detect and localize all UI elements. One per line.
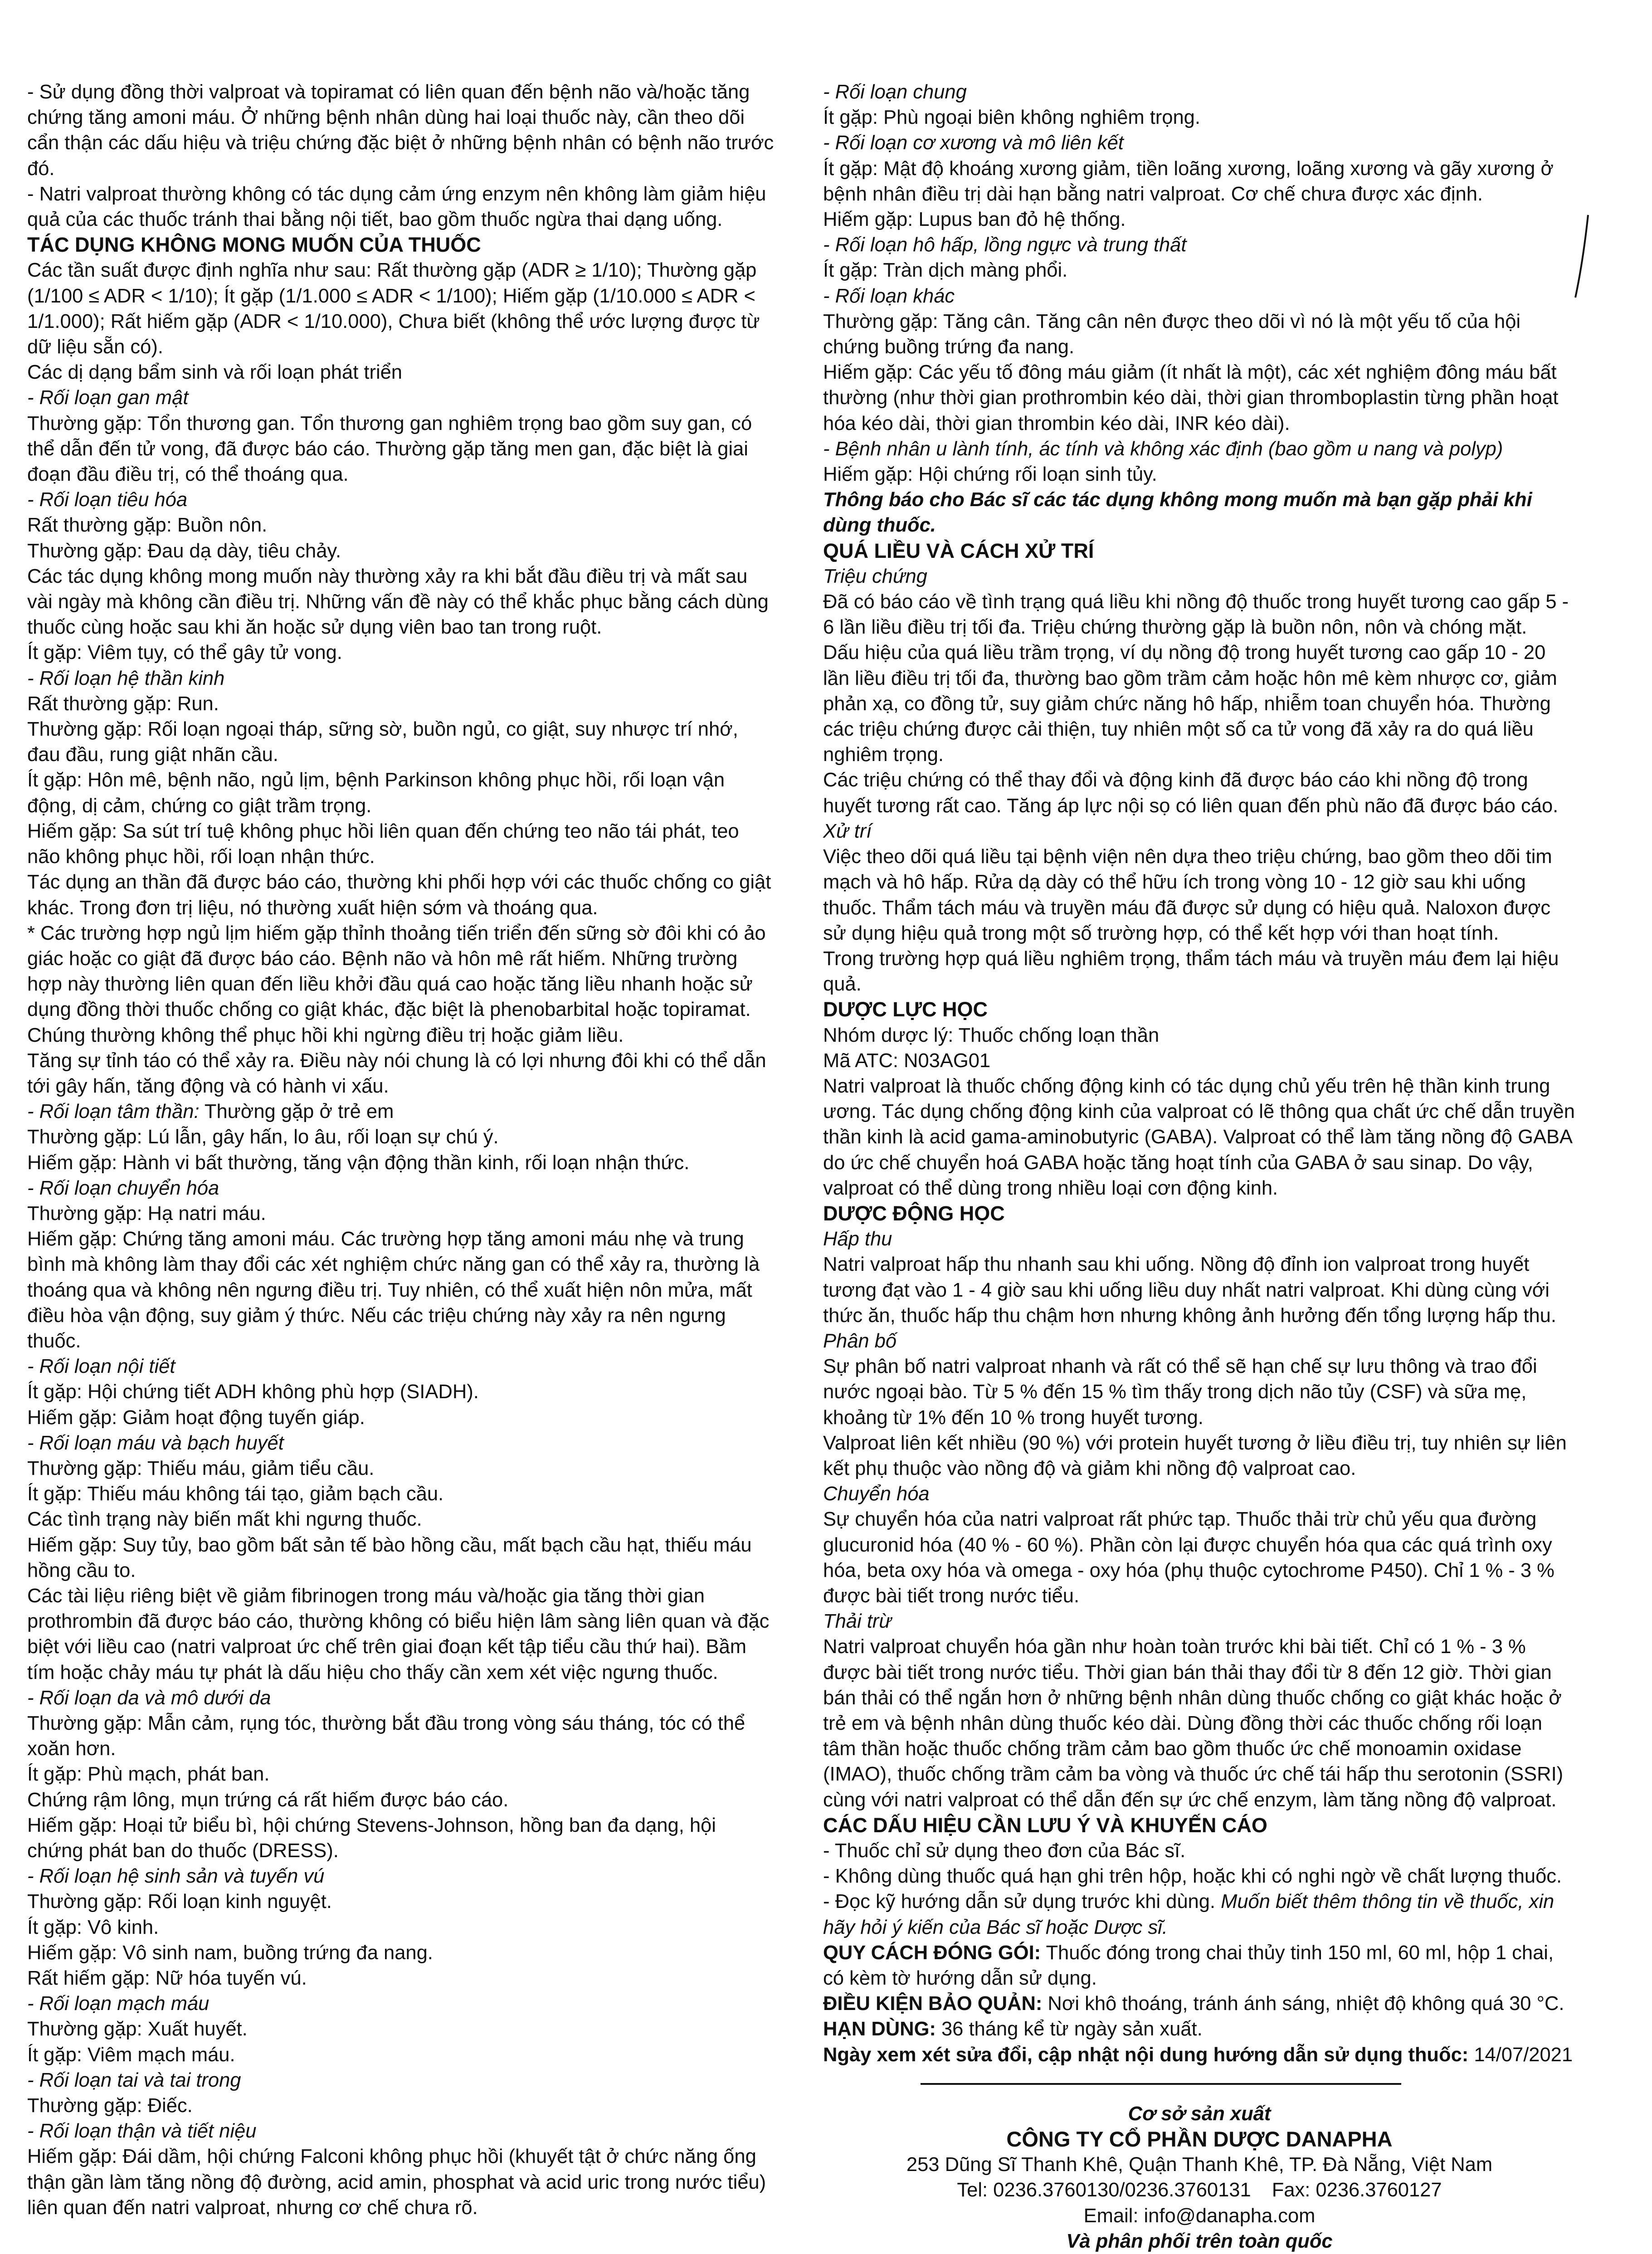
- paragraph: [27, 819, 775, 869]
- right-column: [823, 79, 1576, 2254]
- section-heading: [823, 1201, 1576, 1226]
- paragraph: [823, 207, 1576, 232]
- subsection-heading: [27, 487, 775, 512]
- text-run: - Rối loạn gan mật: [27, 387, 189, 409]
- subsection-heading: [823, 819, 1576, 844]
- paragraph: [823, 105, 1576, 130]
- text-run: Hiếm gặp: Vô sinh nam, buồng trứng đa nang.: [27, 1942, 433, 1964]
- text-run: Hấp thu: [823, 1228, 892, 1250]
- text-run: Hiếm gặp: Chứng tăng amoni máu. Các trường hợp tăng amoni máu nhẹ và trung bình mà không làm thay đổi các xét nghiệm chức năng gan có thể xảy ra, thường là thoáng qua và không nên ngưng điều trị. Tuy nhiên, có thể xuất hiện nôn mửa, mất điều hòa vận động, suy giảm ý thức. Nếu các triệu chứng này xảy ra nên ngưng thuốc.: [27, 1228, 760, 1352]
- text-run-continued: Thường gặp ở trẻ em: [199, 1101, 394, 1123]
- text-run-continued: 36 tháng kể từ ngày sản xuất.: [936, 2018, 1203, 2040]
- contact-phone-row: [823, 2177, 1576, 2203]
- paragraph: [27, 717, 775, 767]
- text-run: Ít gặp: Hội chứng tiết ADH không phù hợp (SIADH).: [27, 1381, 479, 1403]
- text-run: Chứng rậm lông, mụn trứng cá rất hiếm được báo cáo.: [27, 1789, 509, 1811]
- paragraph: [823, 309, 1576, 360]
- text-run: Hiếm gặp: Hoại tử biểu bì, hội chứng Stevens-Johnson, hồng ban đa dạng, hội chứng phát ban do thuốc (DRESS).: [27, 1814, 716, 1862]
- text-run: QUÁ LIỀU VÀ CÁCH XỬ TRÍ: [823, 539, 1094, 562]
- info-line: [823, 2042, 1576, 2068]
- text-run: Sự phân bố natri valproat nhanh và rất có thể sẽ hạn chế sự lưu thông và trao đổi nước ngoại bào. Từ 5 % đến 15 % tìm thấy trong dịch não tủy (CSF) và sữa mẹ, khoảng từ 1% đến 10 % trong huyết tương.: [823, 1356, 1537, 1429]
- paragraph: [27, 360, 775, 385]
- subsection-heading: [823, 79, 1576, 105]
- text-run: Natri valproat là thuốc chống động kinh có tác dụng chủ yếu trên hệ thần kinh trung ương. Tác dụng chống động kinh của valproat có lẽ thông qua chất ức chế dẫn truyền thần kinh là acid gama-aminobutyric (GABA). Valproat có thể làm tăng nồng độ GABA do ức chế chuyển hoá GABA hoặc tăng hoạt tính của GABA ở sau sinap. Do vậy, valproat có thể dùng trong nhiều loại cơn động kinh.: [823, 1075, 1575, 1199]
- text-run: - Rối loạn mạch máu: [27, 1993, 210, 2015]
- paragraph: [27, 2042, 775, 2068]
- section-heading: [823, 538, 1576, 564]
- subsection-heading: [27, 666, 775, 691]
- text-run: - Rối loạn nội tiết: [27, 1356, 175, 1378]
- text-run: TÁC DỤNG KHÔNG MONG MUỐN CỦA THUỐC: [27, 233, 481, 257]
- distribution-note: Và phân phối trên toàn quốc: [1066, 2230, 1333, 2252]
- footer-label: Cơ sở sản xuất: [1128, 2103, 1271, 2125]
- text-run: QUY CÁCH ĐÓNG GÓI:: [823, 1942, 1041, 1964]
- text-run: - Đọc kỹ hướng dẫn sử dụng trước khi dùng.: [823, 1891, 1221, 1913]
- manufacturer-footer: [823, 2101, 1576, 2254]
- text-run: Nhóm dược lý: Thuốc chống loạn thần: [823, 1024, 1160, 1046]
- text-run: Hiếm gặp: Giảm hoạt động tuyến giáp.: [27, 1406, 365, 1429]
- text-run: - Rối loạn máu và bạch huyết: [27, 1432, 284, 1454]
- text-run: Các triệu chứng có thể thay đổi và động kinh đã được báo cáo khi nồng độ trong huyết tương rất cao. Tăng áp lực nội sọ có liên quan đến phù não đã được báo cáo.: [823, 769, 1559, 817]
- text-run: - Rối loạn hệ thần kinh: [27, 667, 225, 689]
- text-run: - Rối loạn tai và tai trong: [27, 2069, 241, 2091]
- text-run: Các tần suất được định nghĩa như sau: Rất thường gặp (ADR ≥ 1/10); Thường gặp (1/100 ≤ ADR < 1/10); Ít gặp (1/1.000 ≤ ADR < 1/100); Hiếm gặp (1/10.000 ≤ ADR < 1/1.000); Rất hiếm gặp (ADR < 1/10.000), Chưa biết (không thể ước lượng được từ dữ liệu sẵn có).: [27, 259, 760, 358]
- paragraph: [27, 1583, 775, 1685]
- subsection-heading: [823, 1481, 1576, 1507]
- text-run: Valproat liên kết nhiều (90 %) với protein huyết tương ở liều điều trị, tuy nhiên sự liên kết phụ thuộc vào nồng độ và giảm khi nồng độ valproat cao.: [823, 1432, 1567, 1479]
- paragraph: [27, 691, 775, 717]
- text-run: Ít gặp: Phù mạch, phát ban.: [27, 1763, 270, 1786]
- text-run: Thường gặp: Thiếu máu, giảm tiểu cầu.: [27, 1457, 375, 1479]
- text-run: Thường gặp: Xuất huyết.: [27, 2018, 248, 2040]
- paragraph: [823, 1838, 1576, 1864]
- text-run: - Rối loạn chung: [823, 81, 967, 103]
- text-run: Hiếm gặp: Lupus ban đỏ hệ thống.: [823, 209, 1126, 231]
- paragraph: [27, 1507, 775, 1532]
- subsection-heading: [27, 1099, 775, 1124]
- paragraph: [27, 2093, 775, 2118]
- paragraph: [823, 640, 1576, 767]
- left-column: [27, 79, 775, 2220]
- subsection-heading: [27, 1685, 775, 1711]
- text-run: Thường gặp: Đau dạ dày, tiêu chảy.: [27, 540, 341, 562]
- paragraph: [823, 1864, 1576, 1889]
- paragraph: [27, 1966, 775, 1991]
- paragraph: [27, 1915, 775, 1940]
- text-run: - Thuốc chỉ sử dụng theo đơn của Bác sĩ.: [823, 1840, 1186, 1862]
- handwritten-mark: [1573, 213, 1591, 299]
- text-run: Chuyển hóa: [823, 1483, 930, 1505]
- paragraph: [27, 1787, 775, 1813]
- text-run: * Các trường hợp ngủ lịm hiếm gặp thỉnh thoảng tiến triển đến sững sờ đôi khi có ảo giác hoặc co giật đã được báo cáo. Bệnh não và hôn mê rất hiếm. Những trường hợp này thường liên quan đến liều khởi đầu quá cao hoặc tăng liều nhanh hoặc sử dụng đồng thời thuốc chống co giật khác, đặc biệt là phenobarbital hoặc topiramat. Chúng thường không thể phục hồi khi ngừng điều trị hoặc giảm liều.: [27, 922, 766, 1046]
- text-run: Hiếm gặp: Sa sút trí tuệ không phục hồi liên quan đến chứng teo não tái phát, teo não không phục hồi, rối loạn nhận thức.: [27, 820, 739, 868]
- text-run: Mã ATC: N03AG01: [823, 1049, 991, 1072]
- paragraph: [823, 156, 1576, 207]
- paragraph: [27, 921, 775, 1048]
- subsection-heading: [823, 232, 1576, 258]
- paragraph: [27, 564, 775, 640]
- text-run-continued: 14/07/2021: [1468, 2044, 1573, 2066]
- text-run: Thông báo cho Bác sĩ các tác dụng không mong muốn mà bạn gặp phải khi dùng thuốc.: [823, 489, 1532, 537]
- text-run: Ít gặp: Viêm tụy, có thể gây tử vong.: [27, 642, 342, 664]
- text-run: Các tài liệu riêng biệt về giảm fibrinogen trong máu và/hoặc gia tăng thời gian prothrombin đã được báo cáo, thường không có biểu hiện lâm sàng liên quan và đặc biệt với liều cao (natri valproat ức chế trên giai đoạn kết tập tiểu cầu thứ hai). Bầm tím hoặc chảy máu tự phát là dấu hiệu cho thấy cần xem xét việc ngưng thuốc.: [27, 1585, 770, 1683]
- paragraph: [27, 1150, 775, 1176]
- paragraph: [823, 1889, 1576, 1940]
- info-line: [823, 2016, 1576, 2042]
- text-run: Đã có báo cáo về tình trạng quá liều khi nồng độ thuốc trong huyết tương cao gấp 5 - 6 lần liều điều trị tối đa. Triệu chứng thường gặp là buồn nôn, nôn và chóng mặt.: [823, 591, 1569, 639]
- text-run: - Rối loạn hô hấp, lồng ngực và trung thất: [823, 234, 1187, 256]
- text-run: Sự chuyển hóa của natri valproat rất phức tạp. Thuốc thải trừ chủ yếu qua đường glucuronid hóa (40 % - 60 %). Phần còn lại được chuyển hóa qua các quá trình oxy hóa, beta oxy hóa và omega - oxy hóa (phụ thuộc cytochrome P450). Chỉ 1 % - 3 % được bài tiết trong nước tiểu.: [823, 1508, 1555, 1607]
- subsection-heading: [27, 1354, 775, 1379]
- paragraph: [27, 1456, 775, 1481]
- paragraph: [27, 1940, 775, 1966]
- text-run: Thải trừ: [823, 1610, 892, 1633]
- subsection-heading: [823, 1226, 1576, 1252]
- paragraph: [823, 360, 1576, 436]
- text-run: HẠN DÙNG:: [823, 2018, 936, 2040]
- text-run: Natri valproat hấp thu nhanh sau khi uống. Nồng độ đỉnh ion valproat trong huyết tương đạt vào 1 - 4 giờ sau khi uống liều duy nhất natri valproat. Khi dùng cùng với thức ăn, thuốc hấp thu chậm hơn nhưng không ảnh hưởng đến tổng lượng hấp thu.: [823, 1254, 1556, 1327]
- paragraph: [823, 462, 1576, 487]
- paragraph: [27, 1481, 775, 1507]
- text-run: - Rối loạn tiêu hóa: [27, 489, 188, 511]
- text-run: Rất thường gặp: Buồn nôn.: [27, 514, 268, 537]
- text-run: Tăng sự tỉnh táo có thể xảy ra. Điều này nói chung là có lợi nhưng đôi khi có thể dẫn tới gây hấn, tăng động và có hành vi xấu.: [27, 1049, 766, 1097]
- subsection-heading: [27, 385, 775, 410]
- info-line: [823, 1991, 1576, 2016]
- text-run: Hiếm gặp: Hội chứng rối loạn sinh tủy.: [823, 463, 1157, 486]
- text-run: Việc theo dõi quá liều tại bệnh viện nên dựa theo triệu chứng, bao gồm theo dõi tim mạch và hô hấp. Rửa dạ dày có thể hữu ích trong vòng 10 - 12 giờ sau khi uống thuốc. Thẩm tách máu và truyền máu đã được sử dụng có hiệu quả. Naloxon được sử dụng hiệu quả trong một số trường hợp, có thể kết hợp với than hoạt tính.: [823, 846, 1552, 944]
- text-run-continued: Muốn biết thêm thông tin về thuốc, xin hãy hỏi ý kiến của Bác sĩ hoặc Dược sĩ.: [823, 1891, 1555, 1938]
- text-run: Các tác dụng không mong muốn này thường xảy ra khi bắt đầu điều trị và mất sau vài ngày mà không cần điều trị. Những vấn đề này có thể khắc phục bằng cách dùng thuốc cùng hoặc sau khi ăn hoặc sử dụng viên bao tan trong ruột.: [27, 565, 769, 639]
- text-run: Thường gặp: Tổn thương gan. Tổn thương gan nghiêm trọng bao gồm suy gan, có thể dẫn đến tử vong, đã được báo cáo. Thường gặp tăng men gan, đặc biệt là giai đoạn đầu điều trị, có thể thoáng qua.: [27, 412, 752, 486]
- text-run: Triệu chứng: [823, 565, 927, 587]
- text-run: - Không dùng thuốc quá hạn ghi trên hộp, hoặc khi có nghi ngờ về chất lượng thuốc.: [823, 1865, 1562, 1888]
- paragraph: [823, 1073, 1576, 1201]
- subsection-heading: [823, 564, 1576, 589]
- company-name: CÔNG TY CỔ PHẦN DƯỢC DANAPHA: [1006, 2127, 1393, 2152]
- paragraph: [27, 1711, 775, 1761]
- paragraph: [823, 589, 1576, 640]
- text-run: Ít gặp: Hôn mê, bệnh não, ngủ lịm, bệnh Parkinson không phục hồi, rối loạn vận động, dị cảm, chứng co giật trầm trọng.: [27, 769, 725, 817]
- text-run: Thường gặp: Tăng cân. Tăng cân nên được theo dõi vì nó là một yếu tố của hội chứng buồng trứng đa nang.: [823, 310, 1521, 358]
- text-run: Hiếm gặp: Đái dầm, hội chứng Falconi không phục hồi (khuyết tật ở chức năng ống thận gần làm tăng nồng độ đường, acid amin, phosphat và acid uric trong nước tiểu) liên quan đến natri valproat, nhưng cơ chế chưa rõ.: [27, 2146, 766, 2219]
- text-run: Các tình trạng này biến mất khi ngưng thuốc.: [27, 1508, 422, 1531]
- text-run: - Natri valproat thường không có tác dụng cảm ứng enzym nên không làm giảm hiệu quả của các thuốc tránh thai bằng nội tiết, bao gồm thuốc ngừa thai dạng uống.: [27, 183, 766, 231]
- subsection-heading: [823, 283, 1576, 309]
- subsection-heading: [823, 436, 1576, 462]
- subsection-heading: [823, 1328, 1576, 1354]
- paragraph: [27, 869, 775, 920]
- text-run: Thường gặp: Rối loạn kinh nguyệt.: [27, 1891, 332, 1913]
- text-run: Thường gặp: Rối loạn ngoại tháp, sững sờ, buồn ngủ, co giật, suy nhược trí nhớ, đau đầu, rung giật nhãn cầu.: [27, 718, 738, 766]
- paragraph: [27, 411, 775, 488]
- paragraph: [27, 512, 775, 538]
- text-run: Ít gặp: Tràn dịch màng phổi.: [823, 259, 1068, 282]
- text-run: - Rối loạn thận và tiết niệu: [27, 2120, 257, 2142]
- text-run: Ít gặp: Mật độ khoáng xương giảm, tiền loãng xương, loãng xương và gãy xương ở bệnh nhân điều trị dài hạn bằng natri valproat. Cơ chế chưa được xác định.: [823, 157, 1554, 205]
- text-run: - Rối loạn tâm thần:: [27, 1101, 200, 1123]
- text-run: Xử trí: [823, 820, 872, 842]
- paragraph: [27, 2144, 775, 2220]
- text-run: - Rối loạn khác: [823, 285, 955, 307]
- text-run: Rất thường gặp: Run.: [27, 693, 219, 715]
- paragraph: [823, 1252, 1576, 1328]
- paragraph: [823, 258, 1576, 283]
- text-run: - Rối loạn hệ sinh sản và tuyến vú: [27, 1865, 325, 1888]
- paragraph: [27, 1201, 775, 1226]
- text-run: Hiếm gặp: Hành vi bất thường, tăng vận động thần kinh, rối loạn nhận thức.: [27, 1151, 690, 1174]
- paragraph: [823, 767, 1576, 818]
- text-run: - Rối loạn cơ xương và mô liên kết: [823, 132, 1124, 154]
- paragraph: [27, 1379, 775, 1405]
- paragraph: [27, 1226, 775, 1354]
- paragraph: [27, 1761, 775, 1787]
- subsection-heading: [27, 1176, 775, 1201]
- paragraph: [27, 1532, 775, 1583]
- paragraph: [823, 1048, 1576, 1073]
- text-run: DƯỢC LỰC HỌC: [823, 998, 988, 1021]
- paragraph: [27, 1048, 775, 1099]
- paragraph: [27, 181, 775, 232]
- company-email: Email: info@danapha.com: [1083, 2205, 1316, 2227]
- text-run: - Rối loạn da và mô dưới da: [27, 1687, 271, 1709]
- text-run: Trong trường hợp quá liều nghiêm trọng, thẩm tách máu và truyền máu đem lại hiệu quả.: [823, 947, 1559, 995]
- text-run-continued: Thuốc đóng trong chai thủy tinh 150 ml, 60 ml, hộp 1 chai, có kèm tờ hướng dẫn sử dụng.: [823, 1942, 1554, 1990]
- subsection-heading: [823, 130, 1576, 156]
- paragraph: [27, 767, 775, 818]
- text-run: Ít gặp: Phù ngoại biên không nghiêm trọng.: [823, 107, 1200, 129]
- text-run: Natri valproat chuyển hóa gần như hoàn toàn trước khi bài tiết. Chỉ có 1 % - 3 % được bài tiết trong nước tiểu. Thời gian bán thải thay đổi từ 8 đến 12 giờ. Thời gian bán thải có thể ngắn hơn ở những bệnh nhân dùng thuốc chống co giật khác hoặc ở trẻ em và bệnh nhân dùng thuốc kéo dài. Dùng đồng thời các thuốc chống rối loạn tâm thần hoặc thuốc chống trầm cảm bao gồm thuốc ức chế monoamin oxidase (IMAO), thuốc chống trầm cảm ba vòng và thuốc ức chế tái hấp thu serotonin (SSRI) cùng với natri valproat có thể dẫn đến sự ức chế enzym, làm tăng nồng độ valproat.: [823, 1636, 1564, 1811]
- footer-divider: [921, 2083, 1401, 2085]
- company-address: 253 Dũng Sĩ Thanh Khê, Quận Thanh Khê, TP. Đà Nẵng, Việt Nam: [906, 2154, 1493, 2176]
- paragraph: [823, 1354, 1576, 1430]
- subsection-heading: [27, 1430, 775, 1456]
- text-run: Ít gặp: Viêm mạch máu.: [27, 2044, 235, 2066]
- paragraph: [27, 79, 775, 181]
- text-run: ĐIỀU KIỆN BẢO QUẢN:: [823, 1993, 1043, 2015]
- paragraph: [27, 2016, 775, 2042]
- text-run: Hiếm gặp: Các yếu tố đông máu giảm (ít nhất là một), các xét nghiệm đông máu bất thường (như thời gian prothrombin kéo dài, thời gian thromboplastin từng phần hoạt hóa kéo dài, thời gian thrombin kéo dài, INR kéo dài).: [823, 361, 1559, 434]
- text-run: DƯỢC ĐỘNG HỌC: [823, 1201, 1005, 1225]
- paragraph: [823, 1430, 1576, 1481]
- paragraph: [823, 946, 1576, 997]
- paragraph: [27, 640, 775, 665]
- text-run: CÁC DẤU HIỆU CẦN LƯU Ý VÀ KHUYẾN CÁO: [823, 1813, 1267, 1837]
- paragraph: [27, 1889, 775, 1914]
- subsection-heading: [27, 1991, 775, 2016]
- text-run: Thường gặp: Hạ natri máu.: [27, 1202, 266, 1225]
- section-heading: [823, 997, 1576, 1022]
- subsection-heading: [27, 1864, 775, 1889]
- text-run-continued: Nơi khô thoáng, tránh ánh sáng, nhiệt độ không quá 30 °C.: [1042, 1993, 1564, 2015]
- paragraph: [27, 1124, 775, 1150]
- text-run: Phân bố: [823, 1330, 897, 1352]
- paragraph: [823, 1634, 1576, 1812]
- paragraph: [823, 1507, 1576, 1609]
- paragraph: [27, 1813, 775, 1864]
- subsection-heading: [27, 2068, 775, 2093]
- paragraph: [823, 1023, 1576, 1048]
- paragraph: [823, 844, 1576, 946]
- text-run: - Sử dụng đồng thời valproat và topiramat có liên quan đến bệnh não và/hoặc tăng chứng tăng amoni máu. Ở những bệnh nhân dùng hai loại thuốc này, cần theo dõi cẩn thận các dấu hiệu và triệu chứng đặc biệt ở những bệnh nhân có bệnh não trước đó.: [27, 81, 774, 180]
- text-run: Dấu hiệu của quá liều trầm trọng, ví dụ nồng độ trong huyết tương cao gấp 10 - 20 lần liều điều trị tối đa, thường bao gồm trầm cảm hoặc hôn mê kèm nhược cơ, giảm phản xạ, co đồng tử, suy giảm chức năng hô hấp, nhiễm toan chuyển hóa. Thường các triệu chứng được cải thiện, tuy nhiên một số ca tử vong đã xảy ra do quá liều nghiêm trọng.: [823, 642, 1557, 766]
- section-heading: [823, 1813, 1576, 1838]
- section-heading: [27, 232, 775, 258]
- text-run: Thường gặp: Lú lẫn, gây hấn, lo âu, rối loạn sự chú ý.: [27, 1126, 499, 1148]
- company-fax: Fax: 0236.3760127: [1272, 2179, 1442, 2201]
- text-run: Ngày xem xét sửa đổi, cập nhật nội dung hướng dẫn sử dụng thuốc:: [823, 2044, 1469, 2066]
- text-run: Thường gặp: Mẫn cảm, rụng tóc, thường bắt đầu trong vòng sáu tháng, tóc có thể xoăn hơn.: [27, 1712, 746, 1760]
- emphasis-note: [823, 487, 1576, 538]
- info-line: [823, 1940, 1576, 1991]
- text-run: Các dị dạng bẩm sinh và rối loạn phát triển: [27, 361, 402, 384]
- company-tel: Tel: 0236.3760130/0236.3760131: [957, 2179, 1251, 2201]
- text-run: Tác dụng an thần đã được báo cáo, thường khi phối hợp với các thuốc chống co giật khác. Trong đơn trị liệu, nó thường xuất hiện sớm và thoáng qua.: [27, 871, 771, 919]
- right-column-text: [823, 79, 1576, 2068]
- paragraph: [27, 538, 775, 564]
- subsection-heading: [823, 1609, 1576, 1634]
- text-run: Hiếm gặp: Suy tủy, bao gồm bất sản tế bào hồng cầu, mất bạch cầu hạt, thiếu máu hồng cầu to.: [27, 1534, 752, 1581]
- text-run: Thường gặp: Điếc.: [27, 2095, 193, 2117]
- text-run: Rất hiếm gặp: Nữ hóa tuyến vú.: [27, 1967, 307, 1990]
- text-run: Ít gặp: Vô kinh.: [27, 1916, 159, 1938]
- text-run: - Rối loạn chuyển hóa: [27, 1177, 219, 1199]
- paragraph: [27, 258, 775, 360]
- subsection-heading: [27, 2118, 775, 2144]
- paragraph: [27, 1405, 775, 1430]
- text-run: Ít gặp: Thiếu máu không tái tạo, giảm bạch cầu.: [27, 1483, 444, 1505]
- text-run: - Bệnh nhân u lành tính, ác tính và không xác định (bao gồm u nang và polyp): [823, 438, 1503, 460]
